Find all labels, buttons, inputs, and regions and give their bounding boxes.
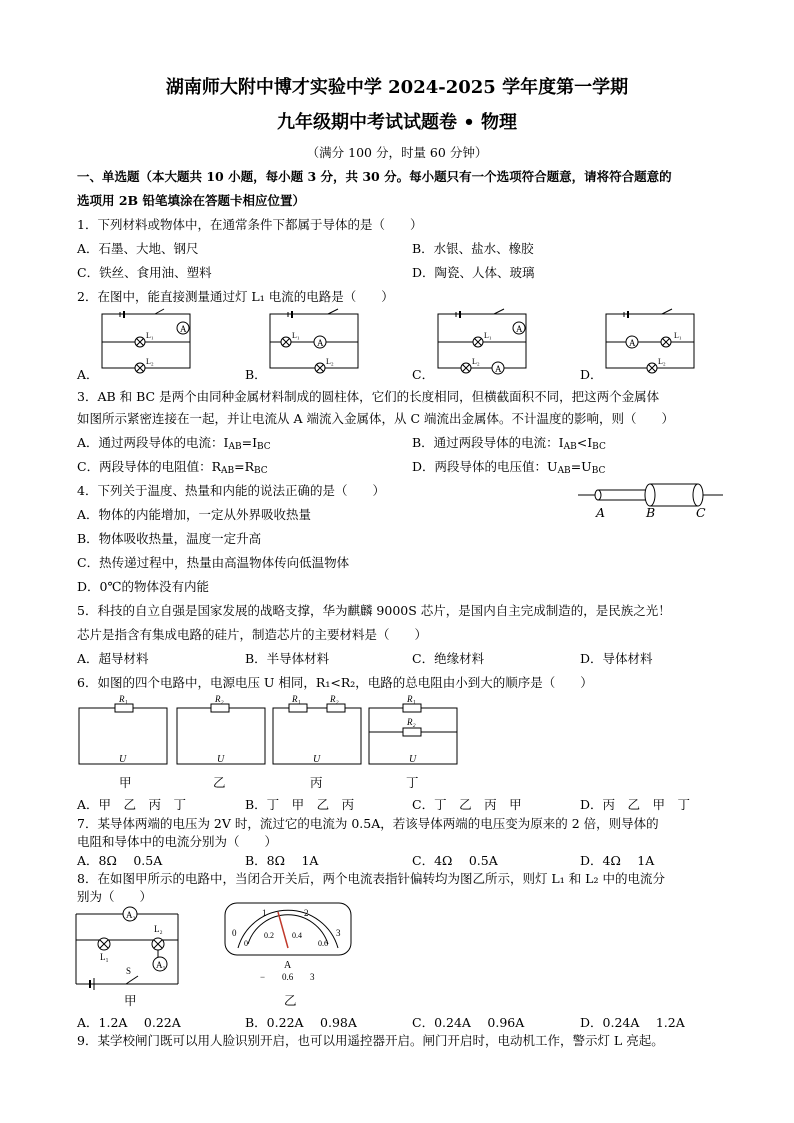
- svg-text:1: 1: [262, 908, 267, 918]
- q2-circuit-b: [268, 312, 362, 372]
- q5-option-b: B．半导体材料: [245, 651, 330, 666]
- svg-text:R₂: R₂: [330, 694, 339, 704]
- svg-text:R₂: R₂: [407, 717, 416, 727]
- q2-option-a: A．: [77, 367, 99, 382]
- q1-option-d: D．陶瓷、人体、玻璃: [412, 265, 535, 280]
- q2-circuit-d: [604, 312, 698, 372]
- svg-text:R₁: R₁: [119, 694, 128, 704]
- question-4: 4．下列关于温度、热量和内能的说法正确的是（ ）: [77, 483, 385, 498]
- q2-option-d: D．: [580, 367, 603, 382]
- question-5-cont: 芯片是指含有集成电路的硅片，制造芯片的主要材料是（ ）: [77, 627, 428, 642]
- section-heading-cont: 选项用 2B 铅笔填涂在答题卡相应位置）: [77, 193, 305, 208]
- q2-circuit-a: [100, 312, 194, 372]
- q6-option-c: C．丁 乙 丙 甲: [412, 797, 522, 812]
- q3-option-a: A．通过两段导体的电流：$I_{AB}=I_{BC}$: [77, 435, 271, 452]
- q7-option-a: A．8Ω 0.5A: [77, 853, 163, 868]
- svg-text:S: S: [126, 966, 132, 976]
- svg-text:0.4: 0.4: [292, 931, 302, 940]
- q3-label-a: A: [596, 505, 606, 520]
- svg-text:3: 3: [336, 928, 341, 938]
- question-6: 6．如图的四个电路中，电源电压 U 相同，R₁<R₂，电路的总电阻由小到大的顺序是（ ）: [77, 675, 593, 690]
- q6-label-bing: 丙: [310, 775, 323, 790]
- q8-label-jia: 甲: [124, 993, 137, 1008]
- q4-option-d: D．0℃的物体没有内能: [77, 579, 209, 594]
- q6-option-b: B．丁 甲 乙 丙: [245, 797, 355, 812]
- question-3: 3．AB 和 BC 是两个由同种金属材料制成的圆柱体，它们的长度相同，但横截面积不同，把这两个金属体: [77, 389, 660, 404]
- q6-circuits: [77, 694, 467, 774]
- svg-text:L₁: L₁: [292, 331, 300, 340]
- q7-option-b: B．8Ω 1A: [245, 853, 319, 868]
- svg-text:−: −: [260, 972, 266, 982]
- svg-text:R₂: R₂: [215, 694, 224, 704]
- q8-ammeter-yi: [224, 902, 354, 994]
- svg-text:2: 2: [304, 908, 309, 918]
- svg-text:L₂: L₂: [146, 357, 154, 366]
- svg-text:L₁: L₁: [146, 331, 154, 340]
- page-title: 湖南师大附中博才实验中学 2024-2025 学年度第一学期: [165, 77, 629, 98]
- page-subtitle: 九年级期中考试试题卷 • 物理: [276, 112, 518, 133]
- svg-text:0.6: 0.6: [282, 972, 294, 982]
- q8-option-b: B．0.22A 0.98A: [245, 1015, 357, 1030]
- q3-label-b: B: [646, 505, 656, 520]
- q8-option-d: D．0.24A 1.2A: [580, 1015, 685, 1030]
- q5-option-c: C．绝缘材料: [412, 651, 485, 666]
- svg-text:R₁: R₁: [407, 694, 416, 704]
- svg-text:L₁: L₁: [100, 952, 109, 962]
- q3-option-d: D．两段导体的电压值：$U_{AB}=U_{BC}$: [412, 459, 606, 476]
- q1-option-a: A．石墨、大地、钢尺: [77, 241, 199, 256]
- question-9: 9．某学校闸门既可以用人脸识别开启，也可以用遥控器开启。闸门开启时，电动机工作，警示灯 L 亮起。: [77, 1033, 664, 1048]
- q4-option-a: A．物体的内能增加，一定从外界吸收热量: [77, 507, 312, 522]
- svg-text:L₁: L₁: [674, 331, 682, 340]
- svg-text:0.2: 0.2: [264, 931, 274, 940]
- q1-option-b: B．水银、盐水、橡胶: [412, 241, 534, 256]
- question-7: 7．某导体两端的电压为 2V 时，流过它的电流为 0.5A，若该导体两端的电压变为原来的 2 倍，则导体的: [77, 816, 659, 831]
- q6-label-yi: 乙: [213, 775, 226, 790]
- svg-text:0: 0: [244, 939, 248, 948]
- svg-text:L₂: L₂: [472, 357, 480, 366]
- svg-text:L₂: L₂: [154, 924, 163, 934]
- q6-label-jia: 甲: [119, 775, 132, 790]
- svg-text:A₁: A₁: [156, 960, 166, 970]
- q4-option-c: C．热传递过程中，热量由高温物体传向低温物体: [77, 555, 350, 570]
- q6-option-a: A．甲 乙 丙 丁: [77, 797, 187, 812]
- q2-option-c: C．: [412, 367, 435, 382]
- svg-text:A: A: [516, 324, 523, 334]
- q3-option-b: B．通过两段导体的电流：$I_{AB}<I_{BC}$: [412, 435, 606, 452]
- question-7-cont: 电阻和导体中的电流分别为（ ）: [77, 834, 278, 849]
- svg-text:U: U: [313, 754, 321, 765]
- svg-text:0.6: 0.6: [318, 939, 328, 948]
- svg-text:L₁: L₁: [484, 331, 492, 340]
- section-heading: 一、单选题（本大题共 10 小题，每小题 3 分，共 30 分。每小题只有一个选项符合题意，请将符合题意的: [77, 169, 672, 184]
- question-2: 2．在图中，能直接测量通过灯 L₁ 电流的电路是（ ）: [77, 289, 394, 304]
- q2-option-b: B．: [245, 367, 267, 382]
- q3-option-c: C．两段导体的电阻值：$R_{AB}=R_{BC}$: [77, 459, 268, 476]
- svg-text:A: A: [629, 338, 636, 348]
- svg-text:U: U: [409, 754, 417, 765]
- svg-text:A: A: [495, 364, 502, 374]
- svg-text:U: U: [119, 754, 127, 765]
- q5-option-a: A．超导材料: [77, 651, 149, 666]
- q5-option-d: D．导体材料: [580, 651, 653, 666]
- q7-option-d: D．4Ω 1A: [580, 853, 655, 868]
- q8-label-yi: 乙: [284, 993, 297, 1008]
- q1-option-c: C．铁丝、食用油、塑料: [77, 265, 212, 280]
- question-3-cont: 如图所示紧密连接在一起，并让电流从 A 端流入金属体，从 C 端流出金属体。不计温度的影响，则（ ）: [77, 411, 674, 426]
- q2-circuit-c: [436, 312, 530, 372]
- svg-text:L₂: L₂: [326, 357, 334, 366]
- q3-label-c: C: [696, 505, 706, 520]
- q6-option-d: D．丙 乙 甲 丁: [580, 797, 691, 812]
- q8-option-a: A．1.2A 0.22A: [77, 1015, 181, 1030]
- svg-text:A: A: [284, 960, 292, 971]
- question-8-cont: 别为（ ）: [77, 889, 153, 904]
- q4-option-b: B．物体吸收热量，温度一定升高: [77, 531, 262, 546]
- svg-text:0: 0: [232, 928, 237, 938]
- svg-text:A: A: [180, 324, 187, 334]
- svg-text:3: 3: [310, 972, 315, 982]
- svg-text:A: A: [317, 338, 324, 348]
- question-1: 1．下列材料或物体中，在通常条件下都属于导体的是（ ）: [77, 217, 423, 232]
- question-8: 8．在如图甲所示的电路中，当闭合开关后，两个电流表指针偏转均为图乙所示，则灯 L₁ 和 L₂ 中的电流分: [77, 871, 665, 886]
- question-5: 5．科技的自立自强是国家发展的战略支撑，华为麒麟 9000S 芯片，是国内自主完成制造的，是民族之光！: [77, 603, 671, 618]
- svg-text:L₂: L₂: [658, 357, 666, 366]
- svg-text:A₂: A₂: [126, 910, 136, 920]
- svg-text:R₁: R₁: [292, 694, 301, 704]
- q8-circuit-jia: [74, 910, 184, 990]
- exam-meta: （满分 100 分，时量 60 分钟）: [306, 145, 488, 160]
- q6-label-ding: 丁: [406, 775, 419, 790]
- q8-option-c: C．0.24A 0.96A: [412, 1015, 525, 1030]
- svg-text:U: U: [217, 754, 225, 765]
- q7-option-c: C．4Ω 0.5A: [412, 853, 498, 868]
